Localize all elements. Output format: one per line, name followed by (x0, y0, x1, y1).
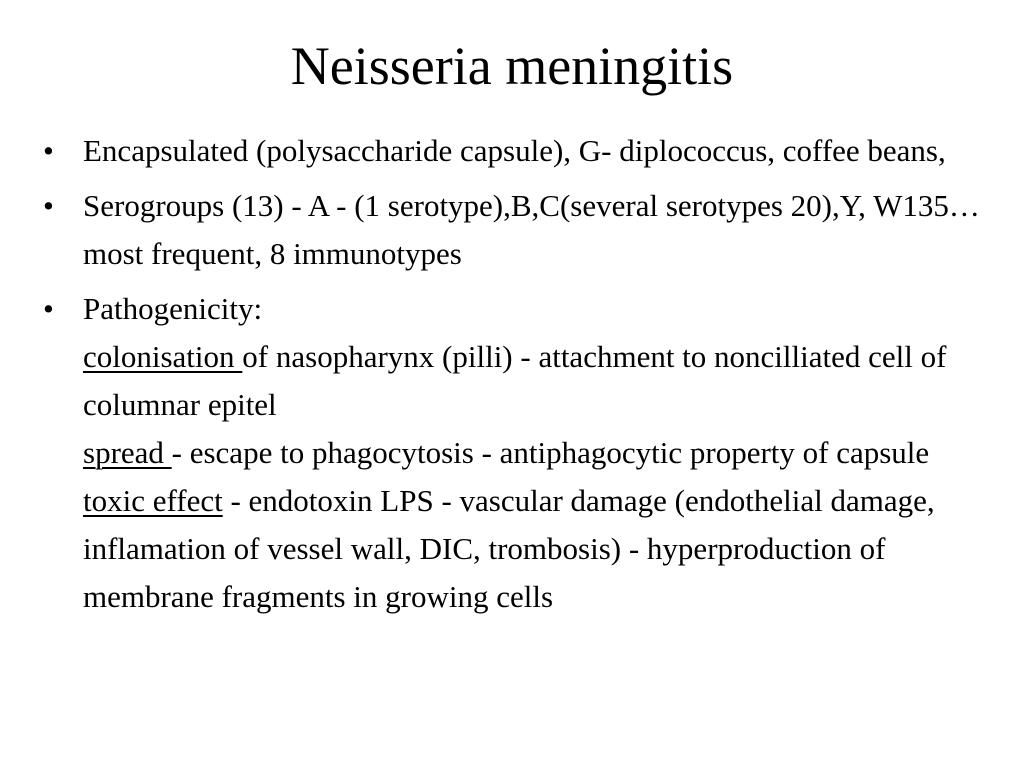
term-spread: spread (83, 435, 172, 470)
bullet-icon: • (43, 188, 54, 223)
bullet-text: Serogroups (13) - A - (1 serotype),B,C(several serotypes 20),Y, W135… most frequent, 8 immunotypes (83, 188, 980, 271)
term-toxic-effect: toxic effect (83, 483, 223, 518)
term-colonisation: colonisation (83, 339, 243, 374)
colonisation-text: of nasopharynx (pilli) - attachment to noncilliated cell of columnar epitel (83, 339, 947, 422)
bullet-list (0, 127, 1024, 628)
pathogenicity-toxic-effect (83, 477, 1004, 621)
slide-title: Neisseria meningitis (290, 36, 734, 96)
spread-text: - escape to phagocytosis - antiphagocytic property of capsule (171, 435, 930, 470)
bullet-item-description (0, 127, 1024, 175)
bullet-item-pathogenicity (0, 285, 1024, 621)
bullet-text: Encapsulated (polysaccharide capsule), G- diplococcus, coffee beans, (83, 133, 946, 168)
bullet-icon: • (43, 133, 54, 168)
bullet-icon: • (43, 291, 54, 326)
pathogenicity-heading: Pathogenicity: (83, 291, 263, 326)
pathogenicity-colonisation (83, 333, 1004, 429)
bullet-item-serogroups (0, 182, 1024, 278)
toxic-effect-text: - endotoxin LPS - vascular damage (endothelial damage, inflamation of vessel wall, DIC, trombosis) - hyperproduction of membrane fragments in growing cells (83, 483, 935, 614)
pathogenicity-spread (83, 429, 1004, 477)
